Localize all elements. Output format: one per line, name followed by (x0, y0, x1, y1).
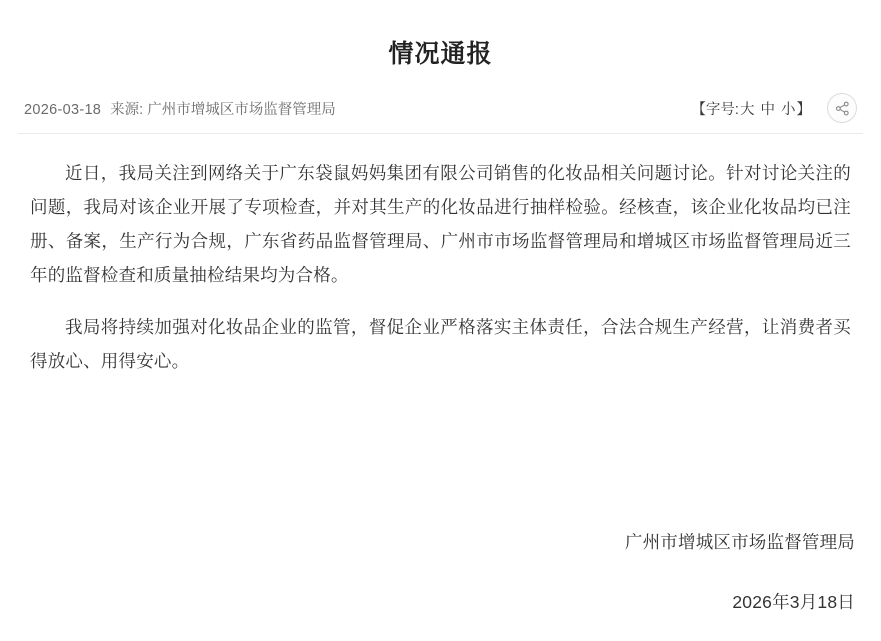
font-size-label: 【字号: (691, 101, 739, 118)
font-size-large-option[interactable]: 大 (739, 101, 755, 118)
article-paragraph: 近日，我局关注到网络关于广东袋鼠妈妈集团有限公司销售的化妆品相关问题讨论。针对讨论关注的问题，我局对该企业开展了专项检查，并对其生产的化妆品进行抽样检验。经核查，该企业化妆品均已注册、备案，生产行为合规，广东省药品监督管理局、广州市市场监督管理局和增城区市场监督管理局近三年的监督检查和质量抽检结果均为合格。 (30, 162, 851, 285)
font-size-medium-option[interactable]: 中 (760, 101, 775, 118)
publish-date: 2026-03-18 (24, 101, 102, 118)
meta-left-group (24, 98, 336, 119)
article-paragraph: 我局将持续加强对化妆品企业的监管，督促企业严格落实主体责任，合法合规生产经营，让消费者买得放心、用得安心。 (30, 316, 851, 371)
article-body (0, 134, 881, 378)
font-size-small-option[interactable]: 小 (781, 101, 796, 118)
signature-organization: 广州市增城区市场监督管理局 (624, 531, 855, 552)
share-button[interactable] (827, 93, 857, 123)
share-icon (835, 101, 850, 116)
font-size-label-end: 】 (796, 101, 811, 118)
article-source: 来源: 广州市增城区市场监督管理局 (110, 101, 336, 118)
signature-block (625, 525, 855, 619)
article-page (0, 17, 881, 641)
meta-right-group (691, 93, 857, 123)
font-size-control (691, 98, 811, 119)
page-title: 情况通报 (388, 39, 493, 68)
article-meta-bar (18, 94, 863, 134)
signature-date: 2026年3月18日 (732, 591, 855, 612)
